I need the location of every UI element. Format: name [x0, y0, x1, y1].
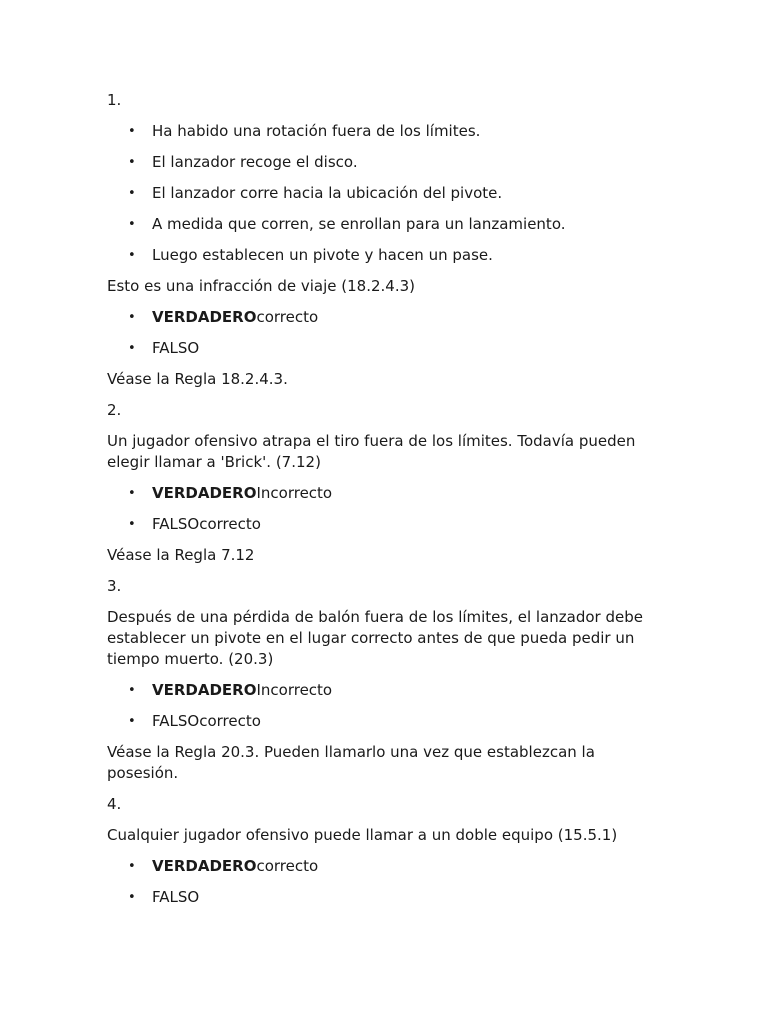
bullet-icon: •: [128, 486, 136, 501]
option-result: correcto: [256, 857, 319, 875]
question-2: [107, 400, 667, 566]
scenario-item: [107, 183, 667, 204]
rule-explanation: Véase la Regla 20.3. Pueden llamarlo una vez que establezcan la posesión.: [107, 743, 595, 782]
answer-option-false[interactable]: [107, 338, 667, 359]
question-number: 1.: [107, 91, 122, 109]
option-result: Incorrecto: [256, 681, 333, 699]
question-4: [107, 794, 667, 908]
option-result: correcto: [199, 712, 261, 730]
question-number: 3.: [107, 577, 122, 595]
answer-option-true[interactable]: [107, 483, 667, 504]
option-label: VERDADERO: [152, 681, 257, 699]
option-label: VERDADERO: [152, 857, 257, 875]
rule-explanation: Véase la Regla 18.2.4.3.: [107, 370, 288, 388]
scenario-text: El lanzador recoge el disco.: [152, 153, 358, 171]
answer-options: [107, 856, 667, 908]
rule-explanation: Véase la Regla 7.12: [107, 546, 255, 564]
answer-option-false[interactable]: [107, 887, 667, 908]
bullet-icon: •: [128, 186, 136, 201]
option-label: FALSO: [152, 712, 200, 730]
option-label: VERDADERO: [152, 308, 257, 326]
scenario-text: A medida que corren, se enrollan para un lanzamiento.: [152, 215, 566, 233]
bullet-icon: •: [128, 517, 136, 532]
question-number: 4.: [107, 795, 122, 813]
scenario-item: [107, 152, 667, 173]
bullet-icon: •: [128, 124, 136, 139]
option-result: Incorrecto: [256, 484, 333, 502]
bullet-icon: •: [128, 248, 136, 263]
option-result: correcto: [199, 515, 261, 533]
quiz-content: [107, 90, 667, 918]
question-number: 2.: [107, 401, 122, 419]
question-statement: Después de una pérdida de balón fuera de los límites, el lanzador debe establecer un pivote en el lugar correcto antes de que pueda pedir un tiempo muerto. (20.3): [107, 608, 643, 668]
bullet-icon: •: [128, 714, 136, 729]
scenario-item: [107, 245, 667, 266]
question-statement: Un jugador ofensivo atrapa el tiro fuera de los límites. Todavía pueden elegir llamar a 'Brick'. (7.12): [107, 432, 636, 471]
question-1: [107, 90, 667, 390]
answer-options: [107, 680, 667, 732]
option-label: FALSO: [152, 888, 200, 906]
question-statement: Cualquier jugador ofensivo puede llamar a un doble equipo (15.5.1): [107, 826, 618, 844]
question-3: [107, 576, 667, 784]
bullet-icon: •: [128, 890, 136, 905]
answer-options: [107, 307, 667, 359]
scenario-list: [107, 121, 667, 266]
bullet-icon: •: [128, 310, 136, 325]
answer-option-true[interactable]: [107, 307, 667, 328]
answer-options: [107, 483, 667, 535]
scenario-text: Ha habido una rotación fuera de los límites.: [152, 122, 481, 140]
scenario-text: El lanzador corre hacia la ubicación del pivote.: [152, 184, 503, 202]
bullet-icon: •: [128, 155, 136, 170]
option-label: FALSO: [152, 339, 200, 357]
option-result: correcto: [256, 308, 319, 326]
bullet-icon: •: [128, 683, 136, 698]
answer-option-false[interactable]: [107, 514, 667, 535]
scenario-item: [107, 121, 667, 142]
question-statement: Esto es una infracción de viaje (18.2.4.3): [107, 277, 415, 295]
scenario-text: Luego establecen un pivote y hacen un pase.: [152, 246, 493, 264]
answer-option-true[interactable]: [107, 856, 667, 877]
bullet-icon: •: [128, 217, 136, 232]
option-label: VERDADERO: [152, 484, 257, 502]
answer-option-false[interactable]: [107, 711, 667, 732]
bullet-icon: •: [128, 859, 136, 874]
bullet-icon: •: [128, 341, 136, 356]
scenario-item: [107, 214, 667, 235]
option-label: FALSO: [152, 515, 200, 533]
answer-option-true[interactable]: [107, 680, 667, 701]
